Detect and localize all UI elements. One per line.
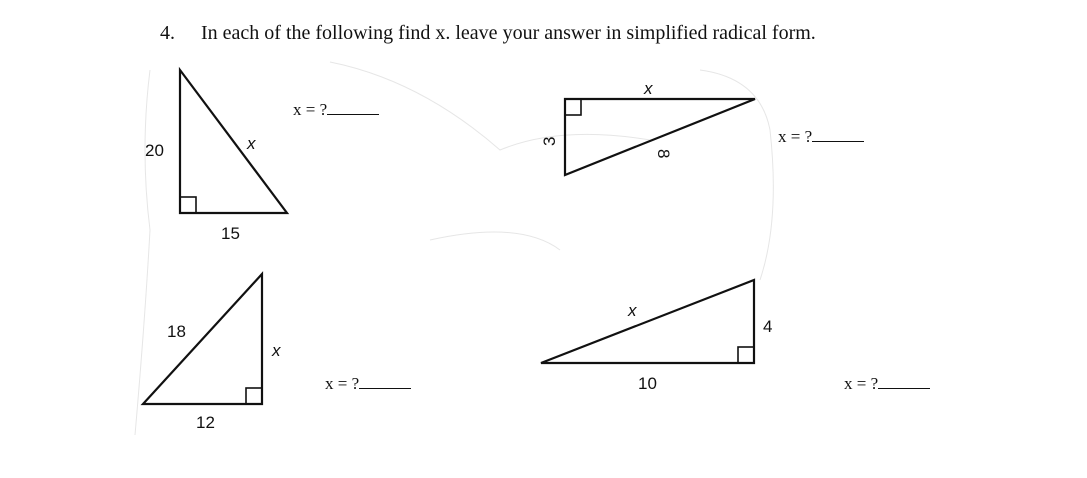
answer-line-4[interactable] [844, 374, 930, 394]
triangle-4-shape [541, 280, 754, 363]
scan-artifact [135, 70, 150, 435]
right-angle-marker [180, 197, 196, 213]
triangle-2-label-vertical: 3 [540, 136, 559, 146]
answer-blank[interactable] [327, 100, 379, 115]
scan-artifact [700, 70, 773, 280]
triangle-3-label-hypotenuse: 18 [167, 322, 186, 341]
triangle-4-label-hypotenuse: x [628, 301, 637, 320]
triangle-1-label-hypotenuse: x [247, 134, 256, 153]
triangle-1 [145, 70, 287, 243]
right-angle-marker [246, 388, 262, 404]
scan-artifact [430, 232, 560, 250]
triangle-2-label-horizontal: x [644, 79, 653, 98]
answer-line-2[interactable] [778, 127, 864, 147]
triangle-4 [541, 280, 772, 393]
question-number: 4. [160, 22, 175, 44]
triangle-3-label-vertical: x [272, 341, 281, 360]
right-angle-marker [738, 347, 754, 363]
triangle-2-shape [565, 99, 755, 175]
answer-prompt: x = ? [844, 374, 879, 393]
answer-line-1[interactable] [293, 100, 379, 120]
triangle-1-shape [180, 70, 287, 213]
answer-prompt: x = ? [325, 374, 360, 393]
answer-prompt: x = ? [293, 100, 328, 119]
answer-prompt: x = ? [778, 127, 813, 146]
triangle-1-label-horizontal: 15 [221, 224, 240, 243]
triangle-4-label-vertical: 4 [763, 317, 773, 336]
answer-blank[interactable] [878, 374, 930, 389]
triangle-3-shape [143, 274, 262, 404]
right-angle-marker [565, 99, 581, 115]
triangle-3-label-horizontal: 12 [196, 413, 215, 432]
triangle-2 [540, 79, 755, 175]
triangle-4-label-horizontal: 10 [638, 374, 657, 393]
answer-blank[interactable] [812, 127, 864, 142]
triangle-1-label-vertical: 20 [145, 141, 164, 160]
triangle-2-label-hypotenuse: 8 [654, 149, 673, 159]
answer-blank[interactable] [359, 374, 411, 389]
question-instructions: In each of the following find x. leave your answer in simplified radical form. [201, 22, 816, 44]
answer-line-3[interactable] [325, 374, 411, 394]
triangle-3 [143, 274, 281, 432]
